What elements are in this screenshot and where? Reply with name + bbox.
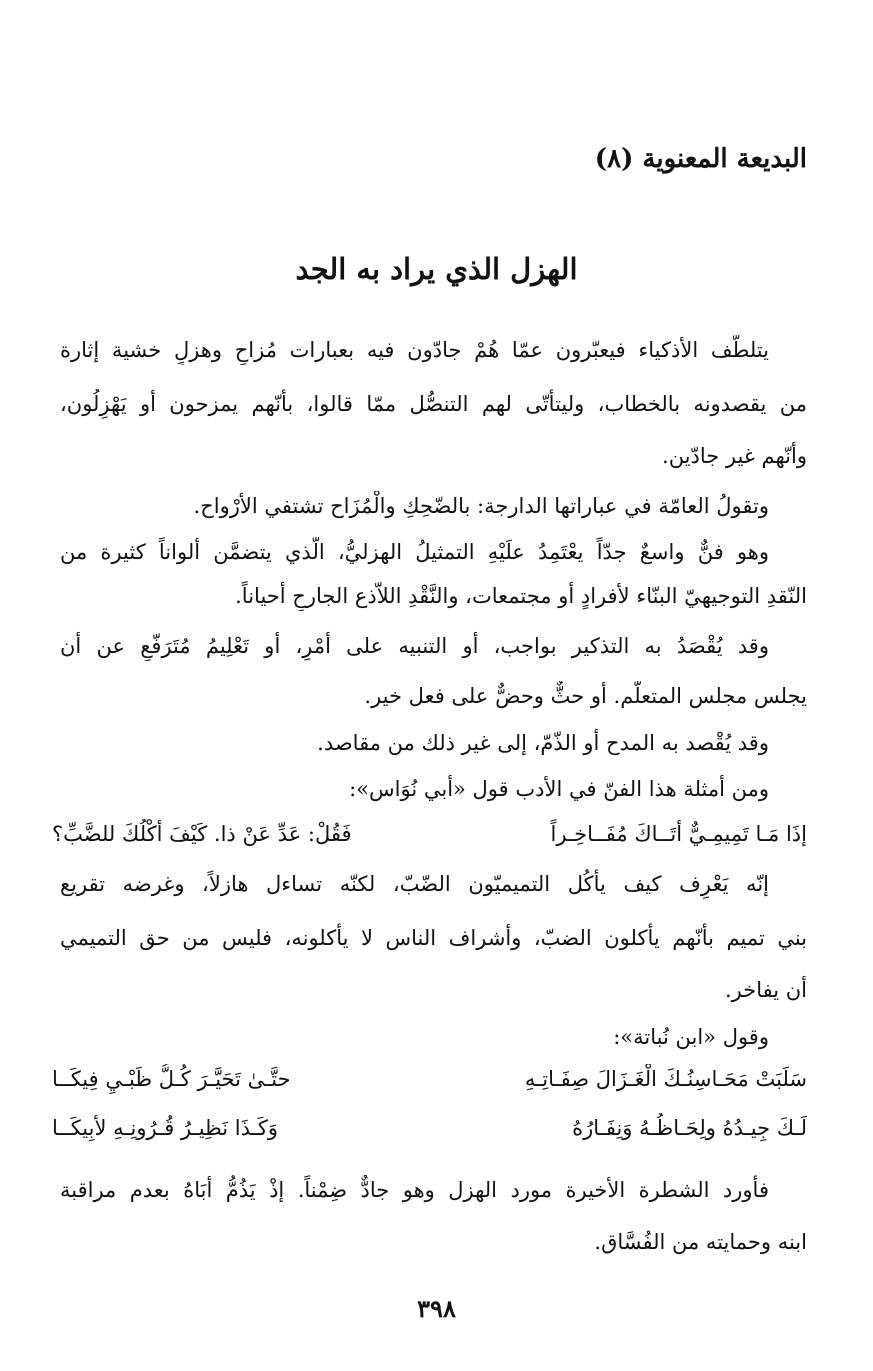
text-line: ابنه وحمايته من الفُسَّاق. xyxy=(594,1230,807,1254)
text-line: وأنّهم غير جادّين. xyxy=(662,444,807,468)
text-line: أن يفاخر. xyxy=(724,978,807,1002)
text-line: وقد يُقْصَدُ به التذكير بواجب، أو التنبيه على أمْرٍ، أو تَعْلِيمُ مُتَرَفّعٍ عن أن xyxy=(60,634,769,658)
text-line: وقد يُقْصد به المدح أو الذّمّ، إلى غير ذلك من مقاصد. xyxy=(317,731,769,755)
text-line: وقول «ابن نُباتة»: xyxy=(613,1025,769,1049)
running-head: البديعة المعنوية (٨) xyxy=(594,144,807,174)
text-line: ومن أمثلة هذا الفنّ في الأدب قول «أبي نُوَاس»: xyxy=(349,777,769,801)
verse-first-hemistich: إذَا مَـا تَمِيمِـيٌّ أتَــاكَ مُفَــاخِـراً xyxy=(550,822,807,846)
text-line: من يقصدونه بالخطاب، وليتأتّى لهم التنصُّل ممّا قالوا، بأنّهم يمزحون أو يَهْزِلُون، xyxy=(60,392,807,416)
chapter-title: الهزل الذي يراد به الجد xyxy=(295,252,578,286)
text-line: وتقولُ العامّة في عباراتها الدارجة: بالضّحِكِ والْمُزَاح تشتفي الأرْواح. xyxy=(193,494,769,518)
verse-second-hemistich: حتَّـىٰ تَحَيَّـرَ كُـلُّ ظَبْـيٍ فِيكَــا xyxy=(52,1067,291,1091)
text-line: فأورد الشطرة الأخيرة مورد الهزل وهو جادٌّ ضِمْناً. إذْ يَذُمُّ أبَاهُ بعدم مراقبة xyxy=(60,1178,769,1202)
verse-second-hemistich: فَقُلْ: عَدِّ عَنْ ذا. كَيْفَ أكْلُكَ للضَّبِّ؟ xyxy=(52,822,352,846)
text-line: يتلطّف الأذكياء فيعبّرون عمّا هُمْ جادّون فيه بعبارات مُزاحٍ وهزلٍ خشية إثارة xyxy=(60,338,769,362)
text-line: النّقدِ التوجيهيّ البنّاء لأفرادٍ أو مجتمعات، والنَّقْدِ اللاّذع الجارحِ أحياناً. xyxy=(235,584,807,608)
text-line: يجلس مجلس المتعلّم. أو حثٌّ وحضٌّ على فعل خير. xyxy=(364,684,807,708)
page-number: ٣٩٨ xyxy=(417,1294,456,1323)
verse-second-hemistich: وَكَـذَا نَظِيـرُ قُـرُونِـهِ لأبِيكَــا xyxy=(52,1116,278,1140)
verse-first-hemistich: لَـكَ جِيـدُهُ ولِحَـاظُـهُ وَنِفَـارُهُ xyxy=(572,1116,807,1140)
verse-first-hemistich: سَلَبَتْ مَحَـاسِنُـكَ الْغَـزَالَ صِفَـاتِـهِ xyxy=(524,1067,807,1091)
text-line: إنّه يَعْرِف كيف يأكُل التميميّون الضّبّ، لكنّه تساءل هازلاً، وغرضه تقريع xyxy=(60,872,769,896)
text-line: بني تميم بأنّهم يأكلون الضبّ، وأشراف الناس لا يأكلونه، فليس من حق التميمي xyxy=(60,926,807,950)
text-line: وهو فنٌّ واسعٌ جدّاً يعْتَمِدُ علَيْهِ التمثيلُ الهزليُّ، الّذي يتضمَّن ألواناً كثيرة من xyxy=(60,540,769,564)
